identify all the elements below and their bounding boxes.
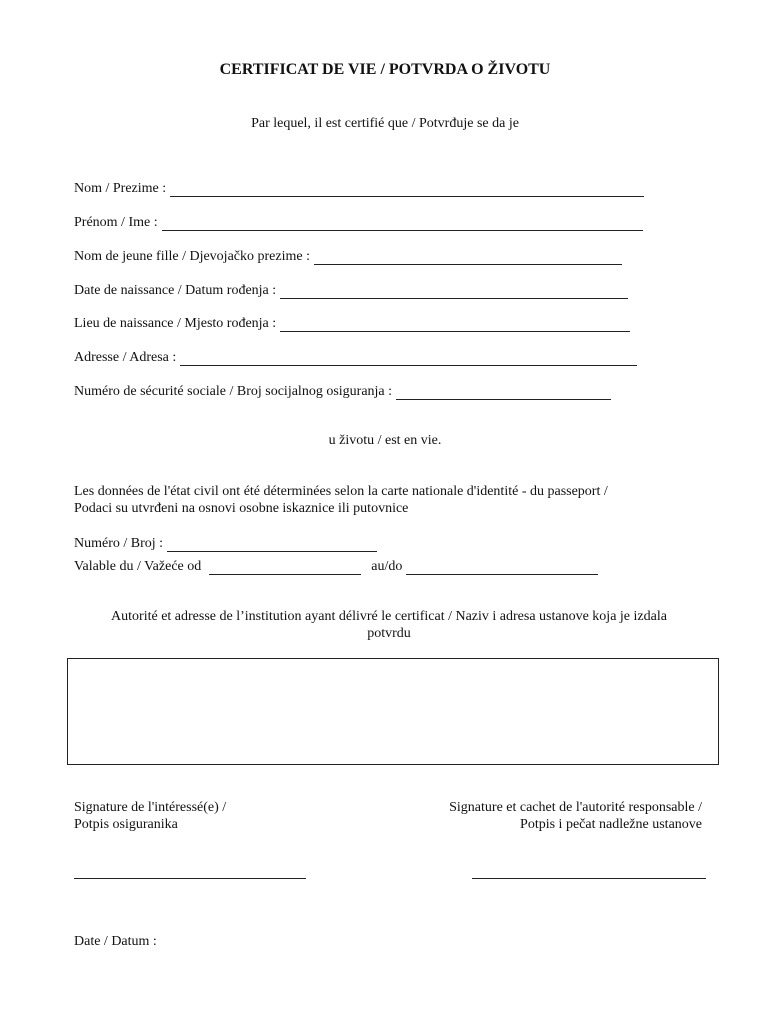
field-valid-to-label: au/do: [371, 559, 403, 574]
field-birth-date-label: Date de naissance / Datum rođenja :: [74, 283, 277, 298]
field-address-label: Adresse / Adresa :: [74, 350, 177, 365]
field-surname-line[interactable]: [170, 182, 644, 197]
signature-left-line-1: Signature de l'intéressé(e) /: [74, 800, 227, 815]
signature-left-caption: [74, 799, 226, 833]
field-birth-date: [74, 282, 628, 299]
field-maiden-name-line[interactable]: [314, 250, 622, 265]
field-valid-to-line[interactable]: [406, 560, 598, 575]
authority-caption-line-2: potvrdu: [367, 626, 411, 641]
field-validity: [74, 558, 598, 575]
field-address: [74, 349, 637, 366]
alive-statement: u životu / est en vie.: [328, 433, 442, 448]
field-document-number-line[interactable]: [167, 537, 377, 552]
document-title: CERTIFICAT DE VIE / POTVRDA O ŽIVOTU: [219, 61, 551, 78]
field-social-security: [74, 383, 611, 400]
field-first-name-line[interactable]: [162, 216, 643, 231]
civil-status-paragraph: [74, 483, 710, 517]
field-birth-place: [74, 315, 630, 332]
signature-right-line[interactable]: [472, 878, 706, 879]
signature-right-caption: [402, 799, 702, 833]
field-maiden-name: [74, 248, 622, 265]
civil-status-line-2: Podaci su utvrđeni na osnovi osobne iskaznice ili putovnice: [74, 501, 409, 516]
authority-box[interactable]: [67, 658, 719, 765]
field-surname: [74, 180, 644, 197]
field-document-number-label: Numéro / Broj :: [74, 536, 164, 551]
field-birth-place-line[interactable]: [280, 317, 630, 332]
field-address-line[interactable]: [180, 351, 637, 366]
field-birth-date-line[interactable]: [280, 284, 628, 299]
signature-right-line-2: Potpis i pečat nadležne ustanove: [520, 817, 702, 832]
authority-caption: [74, 608, 704, 642]
signature-right-line-1: Signature et cachet de l'autorité responsable /: [449, 800, 702, 815]
civil-status-line-1: Les données de l'état civil ont été déterminées selon la carte nationale d'identité - du passeport /: [74, 484, 608, 499]
field-maiden-name-label: Nom de jeune fille / Djevojačko prezime :: [74, 249, 310, 264]
field-valid-from-line[interactable]: [209, 560, 361, 575]
field-social-security-label: Numéro de sécurité sociale / Broj socijalnog osiguranja :: [74, 384, 393, 399]
field-first-name: [74, 214, 643, 231]
field-birth-place-label: Lieu de naissance / Mjesto rođenja :: [74, 316, 277, 331]
field-document-number: [74, 535, 377, 552]
signature-left-line[interactable]: [74, 878, 306, 879]
field-valid-from-label: Valable du / Važeće od: [74, 559, 202, 574]
signature-left-line-2: Potpis osiguranika: [74, 817, 178, 832]
date-label: Date / Datum :: [74, 934, 157, 949]
field-first-name-label: Prénom / Ime :: [74, 215, 158, 230]
authority-caption-line-1: Autorité et adresse de l’institution ayant délivré le certificat / Naziv i adresa ustanove koja je izdala: [111, 609, 667, 624]
certification-subtitle: Par lequel, il est certifié que / Potvrđuje se da je: [251, 116, 519, 131]
field-surname-label: Nom / Prezime :: [74, 181, 167, 196]
field-social-security-line[interactable]: [396, 385, 611, 400]
